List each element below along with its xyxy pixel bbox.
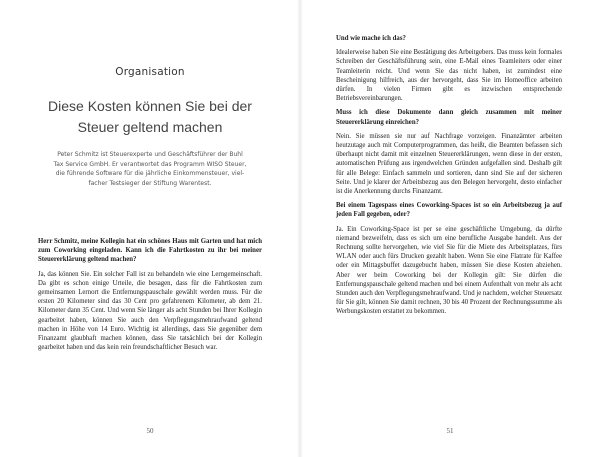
interview-question: Muss ich diese Dokumente dann gleich zusammen mit meiner Steuererklärung einreichen? (336, 109, 562, 126)
right-page (300, 0, 600, 457)
bio-line: Tax Service GmbH. Er verantwortet das Programm WISO Steuer, (53, 160, 247, 168)
section-label: Organisation (115, 66, 185, 78)
interview-answer: Idealerweise haben Sie eine Bestätigung des Arbeitgebers. Das muss kein formales Schreiben der Geschäftsführung sein, eine E-Mail eines Teamleiters oder einer Teamleiterin reicht. Und wenn Sie das nicht haben, ist zumindest eine Bescheinigung hilfreich, aus der hervorgeht, dass Sie im Homeoffice arbeiten dürfen. In vielen Firmen gibt es inzwischen entsprechende Betriebsvereinbarungen. (336, 49, 562, 103)
interview-text-right (336, 34, 562, 322)
page-number-left: 50 (146, 427, 154, 435)
interview-answer: Nein. Sie müssen sie nur auf Nachfrage vorzeigen. Finanzämter arbeiten heutzutage auch mit Computerprogrammen, das heißt, die Beamten befassen sich überhaupt nicht damit mit einzelnen Steuererklärungen, wenn diese in der ersten, automatischen Prüfung aus irgendwelchen Gründen aufgefallen sind. Deshalb gilt für alle Belege: Einfach sammeln und sortieren, dann sind Sie auf der sicheren Seite. Und je klarer der Arbeitsbezug aus den Belegen hervorgeht, desto einfacher ist die Anerkennung durchs Finanzamt. (336, 132, 562, 196)
interview-answer: Ja, das können Sie. Ein solcher Fall ist zu behandeln wie eine Lerngemeinschaft. Da gibt es schon einige Urteile, die besagen, dass für die Fahrtkosten zum gemeinsamen Lernort die Entfernungspauschale gewählt werden muss. Für die ersten 20 Kilometer sind das 30 Cent pro gefahrenem Kilometer, ab dem 21. Kilometer dann 35 Cent. Und wenn Sie länger als acht Stunden bei Ihrer Kollegin gearbeitet haben, können Sie auch den Verpflegungsmehraufwand geltend machen in Höhe von 14 Euro. Wichtig ist allerdings, dass Sie gegenüber dem Finanzamt glaubhaft machen können, dass Sie tatsächlich bei der Kollegin gearbeitet haben und das kein rein freundschaftlicher Besuch war. (38, 270, 262, 352)
bio-line: facher Testsieger der Stiftung Warentest. (88, 179, 212, 187)
interview-question: Bei einem Tagespass eines Coworking-Spaces ist so ein Arbeitsbezug ja auf jeden Fall gegeben, oder? (336, 202, 562, 219)
interview-answer: Ja. Ein Coworking-Space ist per se eine geschäftliche Umgebung, da dürfte niemand bezweifeln, dass es sich um eine berufliche Ausgabe handelt. Aus der Rechnung sollte hervorgehen, wie viel Sie für die Miete des Arbeitsplatzes, fürs WLAN oder auch fürs Drucken gezahlt haben. Wenn Sie eine Flatrate für Kaffee oder ein Mittagsbuffet dazugebucht haben, müssen Sie diese Kosten abziehen. Aber wer beim Coworking bei der Kollegin gilt: Sie dürfen die Entfernungspauschale geltend machen und bei einem Aufenthalt von mehr als acht Stunden auch den Verpflegungsmehraufwand. Und je nachdem, welcher Steuersatz für Sie gilt, können Sie damit rechnen, 30 bis 40 Prozent der Rechnungssumme als Werbungskosten erstattet zu bekommen. (336, 225, 562, 316)
interview-text-left (38, 237, 262, 357)
bio-line: die führende Software für die jährliche Einkommensteuer, viel- (55, 170, 245, 177)
article-title: Diese Kosten können Sie bei der Steuer geltend machen (48, 98, 252, 135)
bio-line: Peter Schmitz ist Steuerexperte und Geschäftsführer der Buhl (57, 151, 243, 158)
author-bio (40, 150, 260, 188)
interview-question: Und wie mache ich das? (336, 35, 406, 42)
interview-question: Herr Schmitz, meine Kollegin hat ein schönes Haus mit Garten und hat mich zum Coworking eingeladen. Kann ich die Fahrtkosten zu ihr bei meiner Steuererklärung geltend machen? (38, 238, 262, 264)
page-number-right: 51 (446, 427, 454, 435)
